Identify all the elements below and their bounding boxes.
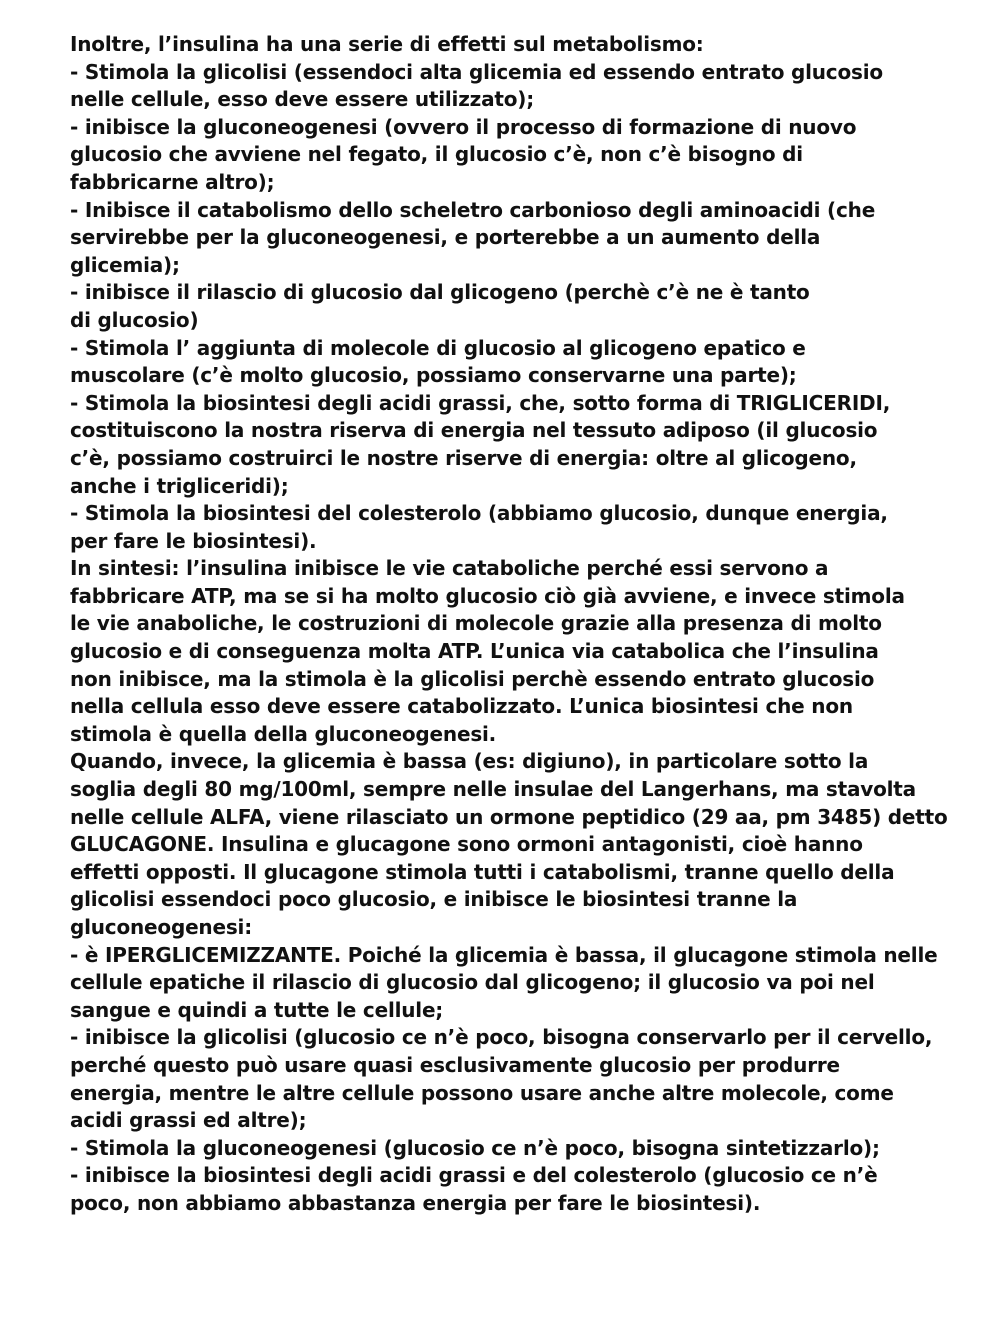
text-line: perché questo può usare quasi esclusivamente glucosio per produrre: [70, 1052, 840, 1077]
text-line: di glucosio): [70, 307, 199, 332]
text-line: glucosio e di conseguenza molta ATP. L’unica via catabolica che l’insulina: [70, 639, 879, 664]
text-line: - Stimola l’ aggiunta di molecole di glucosio al glicogeno epatico e: [70, 335, 806, 360]
text-line: costituiscono la nostra riserva di energia nel tessuto adiposo (il glucosio: [70, 418, 878, 443]
text-line: soglia degli 80 mg/100ml, sempre nelle insulae del Langerhans, ma stavolta: [70, 777, 916, 802]
text-line: sangue e quindi a tutte le cellule;: [70, 997, 444, 1022]
text-line: - Stimola la biosintesi degli acidi grassi, che, sotto forma di TRIGLICERIDI,: [70, 390, 891, 415]
text-line: glicemia);: [70, 252, 180, 277]
text-line: le vie anaboliche, le costruzioni di molecole grazie alla presenza di molto: [70, 611, 882, 636]
text-line: c’è, possiamo costruirci le nostre riserve di energia: oltre al glicogeno,: [70, 445, 857, 470]
text-line: - inibisce il rilascio di glucosio dal glicogeno (perchè c’è ne è tanto: [70, 280, 810, 305]
text-line: anche i trigliceridi);: [70, 473, 289, 498]
text-line: energia, mentre le altre cellule possono usare anche altre molecole, come: [70, 1080, 894, 1105]
document-body: [70, 31, 970, 1218]
text-line: servirebbe per la gluconeogenesi, e porterebbe a un aumento della: [70, 225, 821, 250]
text-line: glicolisi essendoci poco glucosio, e inibisce le biosintesi tranne la: [70, 887, 798, 912]
text-line: - Stimola la biosintesi del colesterolo (abbiamo glucosio, dunque energia,: [70, 501, 888, 526]
text-line: - inibisce la glicolisi (glucosio ce n’è poco, bisogna conservarlo per il cervello,: [70, 1025, 933, 1050]
text-line: stimola è quella della gluconeogenesi.: [70, 721, 497, 746]
text-line: non inibisce, ma la stimola è la glicolisi perchè essendo entrato glucosio: [70, 666, 875, 691]
text-line: glucosio che avviene nel fegato, il glucosio c’è, non c’è bisogno di: [70, 142, 803, 167]
text-line: cellule epatiche il rilascio di glucosio dal glicogeno; il glucosio va poi nel: [70, 970, 875, 995]
text-line: - Stimola la gluconeogenesi (glucosio ce n’è poco, bisogna sintetizzarlo);: [70, 1135, 880, 1160]
text-line: gluconeogenesi:: [70, 915, 252, 939]
text-line: muscolare (c’è molto glucosio, possiamo conservarne una parte);: [70, 363, 797, 388]
text-line: - inibisce la biosintesi degli acidi grassi e del colesterolo (glucosio ce n’è: [70, 1163, 878, 1188]
text-line: - Inibisce il catabolismo dello scheletro carbonioso degli aminoacidi (che: [70, 197, 876, 222]
text-line: - Stimola la glicolisi (essendoci alta glicemia ed essendo entrato glucosio: [70, 59, 883, 84]
text-line: fabbricare ATP, ma se si ha molto glucosio ciò già avviene, e invece stimola: [70, 583, 905, 608]
text-line: nelle cellule ALFA, viene rilasciato un ormone peptidico (29 aa, pm 3485) detto: [70, 804, 948, 829]
text-line: poco, non abbiamo abbastanza energia per fare le biosintesi).: [70, 1190, 761, 1215]
text-line: Quando, invece, la glicemia è bassa (es: digiuno), in particolare sotto la: [70, 749, 869, 774]
text-line: fabbricarne altro);: [70, 169, 275, 194]
text-line: GLUCAGONE. Insulina e glucagone sono ormoni antagonisti, cioè hanno: [70, 832, 863, 857]
text-line: - inibisce la gluconeogenesi (ovvero il processo di formazione di nuovo: [70, 114, 857, 139]
text-line: In sintesi: l’insulina inibisce le vie cataboliche perché essi servono a: [70, 556, 829, 581]
text-line: acidi grassi ed altre);: [70, 1108, 307, 1133]
text-line: nelle cellule, esso deve essere utilizzato);: [70, 87, 535, 112]
text-line: nella cellula esso deve essere catabolizzato. L’unica biosintesi che non: [70, 694, 853, 719]
text-line: Inoltre, l’insulina ha una serie di effetti sul metabolismo:: [70, 32, 704, 56]
text-line: - è IPERGLICEMIZZANTE. Poiché la glicemia è bassa, il glucagone stimola nelle: [70, 942, 938, 967]
text-line: per fare le biosintesi).: [70, 528, 317, 553]
text-line: effetti opposti. Il glucagone stimola tutti i catabolismi, tranne quello della: [70, 859, 895, 884]
